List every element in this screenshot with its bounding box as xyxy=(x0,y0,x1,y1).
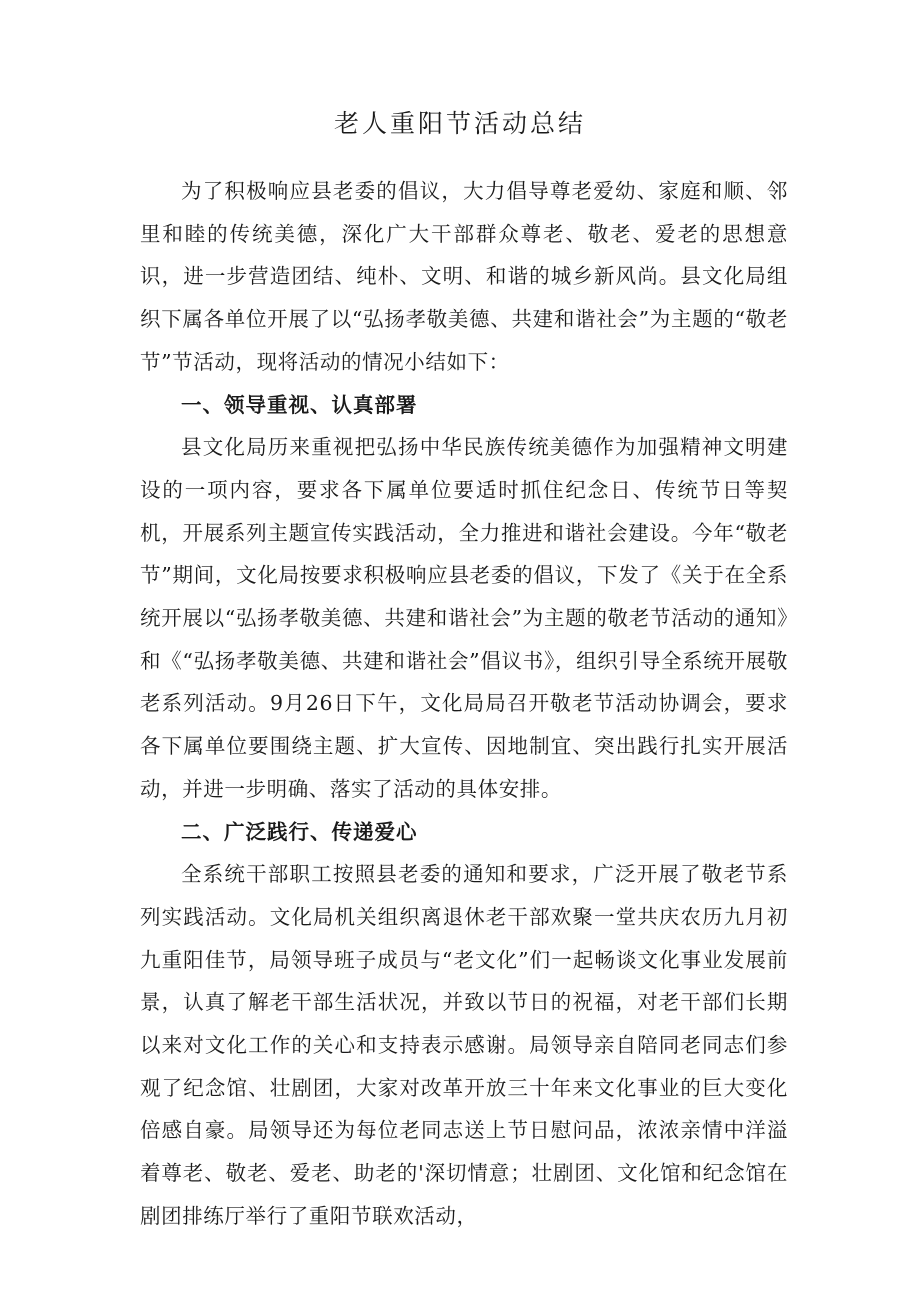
section-2-heading: 二、广泛践行、传递爱心 xyxy=(181,819,418,844)
section-1-heading: 一、领导重视、认真部署 xyxy=(181,392,418,417)
document-body xyxy=(140,170,788,1238)
intro-paragraph: 为了积极响应县老委的倡议，大力倡导尊老爱幼、家庭和顺、邻里和睦的传统美德，深化广大干部群众尊老、敬老、爱老的思想意识，进一步营造团结、纯朴、文明、和谐的城乡新风尚。县文化局组织下属各单位开展了以“弘扬孝敬美德、共建和谐社会”为主题的“敬老节”节活动，现将活动的情况小结如下： xyxy=(140,179,788,374)
section-2-paragraph: 全系统干部职工按照县老委的通知和要求，广泛开展了敬老节系列实践活动。文化局机关组织离退休老干部欢聚一堂共庆农历九月初九重阳佳节，局领导班子成员与“老文化”们一起畅谈文化事业发展前景，认真了解老干部生活状况，并致以节日的祝福，对老干部们长期以来对文化工作的关心和支持表示感谢。局领导亲自陪同老同志们参观了纪念馆、壮剧团，大家对改革开放三十年来文化事业的巨大变化倍感自豪。局领导还为每位老同志送上节日慰问品，浓浓亲情中洋溢着尊老、敬老、爱老、助老的'深切情意；壮剧团、文化馆和纪念馆在剧团排练厅举行了重阳节联欢活动， xyxy=(140,862,788,1228)
page-title: 老人重阳节活动总结 xyxy=(333,109,586,138)
section-1-paragraph: 县文化局历来重视把弘扬中华民族传统美德作为加强精神文明建设的一项内容，要求各下属单位要适时抓住纪念日、传统节日等契机，开展系列主题宣传实践活动，全力推进和谐社会建设。今年“敬老节”期间，文化局按要求积极响应县老委的倡议，下发了《关于在全系统开展以“弘扬孝敬美德、共建和谐社会”为主题的敬老节活动的通知》和《“弘扬孝敬美德、共建和谐社会”倡议书》，组织引导全系统开展敬老系列活动。9月26日下午，文化局局召开敬老节活动协调会，要求各下属单位要围绕主题、扩大宣传、因地制宜、突出践行扎实开展活动，并进一步明确、落实了活动的具体安排。 xyxy=(140,435,788,801)
